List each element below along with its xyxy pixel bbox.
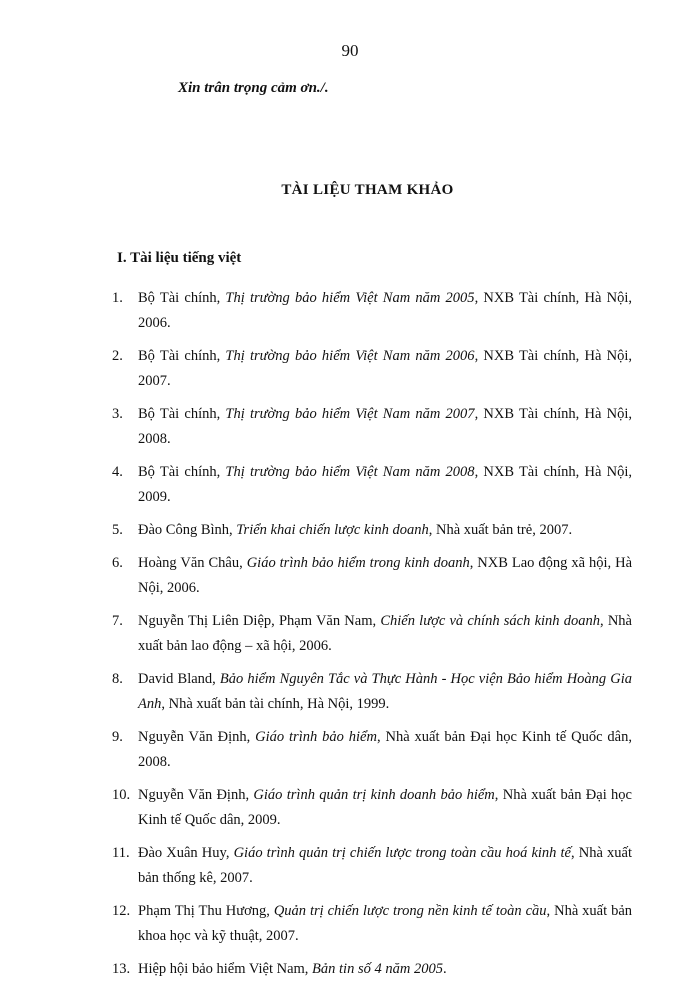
reference-author: Đào Công Bình, [138,522,237,538]
reference-number: 4. [112,464,123,480]
reference-item [112,402,632,452]
section-title: TÀI LIỆU THAM KHẢO [281,182,454,198]
reference-author: Hiệp hội bảo hiểm Việt Nam, [138,961,313,977]
reference-text [138,286,632,336]
reference-item [112,460,632,510]
reference-title: Triển khai chiến lược kinh doanh [236,522,429,538]
reference-text [138,344,632,394]
subsection-title: I. Tài liệu tiếng việt [117,250,242,266]
reference-publisher: . [442,961,447,977]
reference-author: Đào Xuân Huy, [138,845,234,861]
reference-author: Bộ Tài chính, [138,464,226,480]
reference-publisher: , NXB Lao động xã hội, Hà Nội, 2006. [138,555,633,596]
reference-number: 13. [112,961,131,977]
reference-list [112,286,632,990]
reference-text [138,667,632,717]
reference-title: Thị trường bảo hiểm Việt Nam năm 2008 [225,464,475,480]
reference-item [112,609,632,659]
reference-publisher: , NXB Tài chính, Hà Nội, 2007. [138,348,632,389]
reference-text [138,725,632,775]
reference-text [138,783,632,833]
reference-item [112,518,632,543]
reference-title: Giáo trình bảo hiểm trong kinh doanh [246,555,470,571]
reference-title: Bảo hiểm Nguyên Tắc và Thực Hành - Học viện Bảo hiểm Hoàng Gia Anh [138,671,632,712]
reference-number: 7. [112,613,123,629]
reference-number: 2. [112,348,123,364]
reference-author: David Bland, [138,671,220,687]
reference-title: Quản trị chiến lược trong nền kinh tế toàn cầu [273,903,547,919]
reference-text [138,460,632,510]
reference-publisher: , NXB Tài chính, Hà Nội, 2009. [138,464,632,505]
reference-author: Bộ Tài chính, [138,406,226,422]
reference-publisher: , Nhà xuất bản trẻ, 2007. [428,522,573,538]
reference-number: 1. [112,290,123,306]
reference-item [112,957,632,982]
reference-publisher: , Nhà xuất bản Đại học Kinh tế Quốc dân, 2008. [138,729,632,770]
reference-author: Hoàng Văn Châu, [138,555,247,571]
reference-text [138,402,632,452]
reference-number: 5. [112,522,123,538]
reference-number: 9. [112,729,123,745]
closing-remark: Xin trân trọng cảm ơn./. [178,80,329,96]
reference-publisher: , Nhà xuất bản Đại học Kinh tế Quốc dân, 2009. [138,787,632,828]
reference-title: Bản tin số 4 năm 2005 [312,961,443,977]
reference-text [138,609,632,659]
reference-publisher: , Nhà xuất bản lao động – xã hội, 2006. [138,613,632,654]
reference-author: Nguyễn Thị Liên Diệp, Phạm Văn Nam, [138,613,381,629]
reference-item [112,286,632,336]
reference-item [112,899,632,949]
reference-title: Giáo trình quản trị kinh doanh bảo hiểm [253,787,495,803]
reference-number: 11. [112,845,130,861]
reference-author: Bộ Tài chính, [138,290,226,306]
reference-title: Thị trường bảo hiểm Việt Nam năm 2006 [225,348,475,364]
reference-text [138,551,632,601]
reference-item [112,667,632,717]
reference-author: Bộ Tài chính, [138,348,226,364]
reference-title: Giáo trình quản trị chiến lược trong toàn cầu hoá kinh tế [233,845,571,861]
reference-publisher: , NXB Tài chính, Hà Nội, 2006. [138,290,632,331]
reference-publisher: , Nhà xuất bản thống kê, 2007. [138,845,632,886]
reference-author: Phạm Thị Thu Hương, [138,903,274,919]
reference-title: Thị trường bảo hiểm Việt Nam năm 2005 [225,290,475,306]
reference-item [112,841,632,891]
reference-text [138,841,632,891]
reference-author: Nguyễn Văn Định, [138,729,256,745]
reference-number: 6. [112,555,123,571]
reference-number: 12. [112,903,131,919]
reference-item [112,551,632,601]
reference-number: 10. [112,787,131,803]
reference-title: Chiến lược và chính sách kinh doanh [380,613,600,629]
reference-title: Giáo trình bảo hiểm [255,729,377,745]
reference-publisher: , Nhà xuất bản khoa học và kỹ thuật, 2007. [138,903,633,944]
reference-publisher: , Nhà xuất bản tài chính, Hà Nội, 1999. [161,696,390,712]
reference-publisher: , NXB Tài chính, Hà Nội, 2008. [138,406,632,447]
reference-text [138,957,632,982]
page-number: 90 [341,41,359,60]
reference-number: 8. [112,671,123,687]
reference-text [138,899,632,949]
reference-item [112,344,632,394]
reference-item [112,783,632,833]
reference-number: 3. [112,406,123,422]
reference-text [138,518,632,543]
reference-title: Thị trường bảo hiểm Việt Nam năm 2007 [225,406,475,422]
reference-item [112,725,632,775]
reference-author: Nguyễn Văn Định, [138,787,254,803]
